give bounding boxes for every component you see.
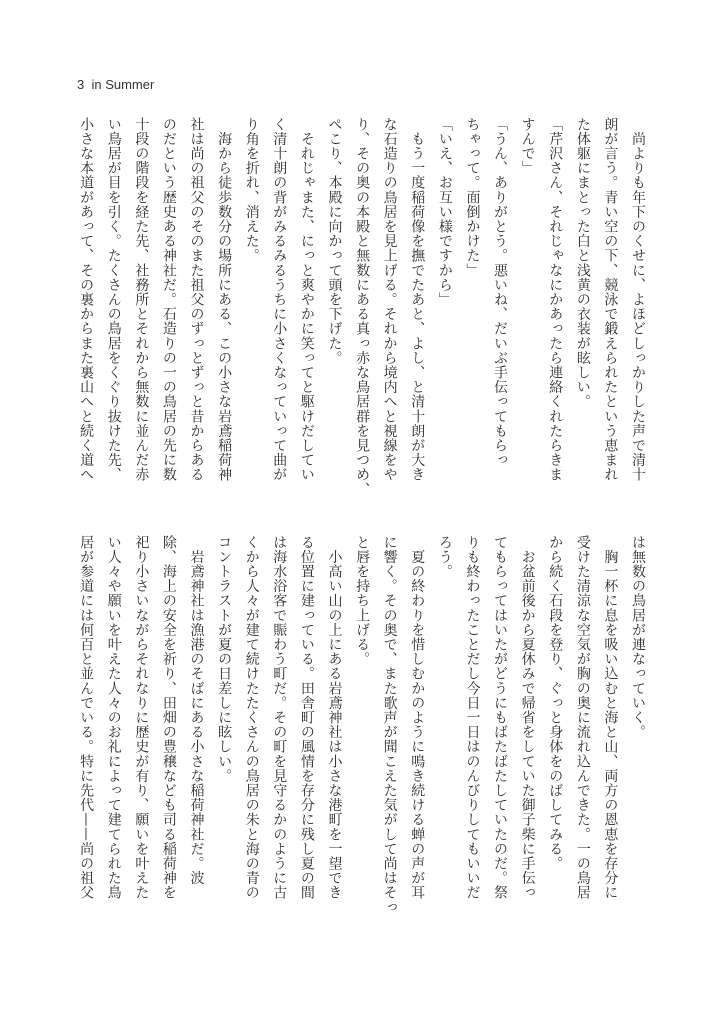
text-column: てもらってはいたがどうにもばたばたしていたのだ。祭 <box>492 535 509 900</box>
text-column: 祀り小さいながらそれなりに歴史が有り、願いを叶えた <box>133 535 150 900</box>
text-column: のだという歴史ある神社だ。石造りの一の鳥居の先に数 <box>160 117 177 482</box>
text-column: 「いえ、お互い様ですから」 <box>436 117 453 307</box>
chapter-title: in Summer <box>91 77 155 92</box>
lower-text-block <box>72 535 651 925</box>
text-column: もう一度稲荷像を撫でたあと、よし、と清十朗が大き <box>409 117 426 482</box>
text-column: る位置に建っている。田舎町の風情を存分に残し夏の間 <box>298 535 315 900</box>
text-column: 朗が言う。青い空の下、競泳で鍛えられたという恵まれ <box>602 117 619 482</box>
text-column: ちゃって。面倒かけた」 <box>464 117 481 278</box>
text-column: い人々や願いを叶えた人々のお礼によって建てられた鳥 <box>105 535 122 900</box>
upper-text-block <box>72 117 651 507</box>
text-column: ろう。 <box>436 535 453 579</box>
text-column: な石造りの鳥居を見上げる。それから境内へと視線をや <box>381 117 398 482</box>
text-column: 小さな本道があって、その裏からまた裏山へと続く道へ <box>78 117 95 482</box>
text-column: 受けた清涼な空気が胸の奥に流れ込んできた。一の鳥居 <box>574 535 591 900</box>
text-column: は無数の鳥居が連なっていく。 <box>630 535 646 740</box>
text-column: 十段の階段を経た先、社務所とそれから無数に並んだ赤 <box>133 117 150 482</box>
text-column: 居が参道には何百と並んでいる。特に先代——尚の祖父 <box>78 535 95 900</box>
text-column: 除、海上の安全を祈り、田畑の豊穣なども司る稲荷神を <box>160 535 177 900</box>
text-column: た体躯にまとった白と浅黄の衣装が眩しい。 <box>574 117 591 409</box>
text-column: く清十朗の背がみるみるうちに小さくなっていって曲が <box>271 117 288 482</box>
text-column: は海水浴客で賑わう町だ。その町を見守るかのように古 <box>271 535 288 900</box>
text-column: り角を折れ、消えた。 <box>243 117 260 263</box>
text-column: から続く石段を登り、ぐっと身体をのばしてみる。 <box>547 535 564 871</box>
text-column: 社は尚の祖父のそのまた祖父のずっとずっと昔からある <box>188 117 205 482</box>
text-column: それじゃまた、にっと爽やかに笑ってと駆けだしてい <box>298 117 315 482</box>
text-column: ぺこり、本殿に向かって頭を下げた。 <box>326 117 343 366</box>
text-column: に響く。その奥で、また歌声が聞こえた気がして尚はそっ <box>381 535 398 915</box>
page-number: 3 <box>77 77 85 92</box>
text-column: 小高い山の上にある岩鳶神社は小さな港町を一望でき <box>326 535 343 900</box>
text-column: と唇を持ち上げる。 <box>354 535 371 667</box>
text-column: 尚よりも年下のくせに、よほどしっかりした声で清十 <box>630 117 646 482</box>
text-column: 夏の終わりを惜しむかのように鳴き続ける蝉の声が耳 <box>409 535 426 900</box>
text-column: 胸一杯に息を吸い込むと海と山、両方の恩恵を存分に <box>602 535 619 900</box>
text-column: り、その奥の本殿と無数にある真っ赤な鳥居群を見つめ、 <box>354 117 371 497</box>
text-column: 「うん、ありがとう。悪いね、だいぶ手伝ってもらっ <box>492 117 509 468</box>
text-column: くから人々が建て続けたたくさんの鳥居の朱と海の青の <box>243 535 260 900</box>
text-column: 岩鳶神社は漁港のそばにある小さな稲荷神社だ。波 <box>188 535 205 886</box>
text-column: りも終わったことだし今日一日はのんびりしてもいいだ <box>464 535 481 900</box>
text-column: い鳥居が目を引く。たくさんの鳥居をくぐり抜けた先、 <box>105 117 122 482</box>
text-column: お盆前後から夏休みで帰省をしていた御子柴に手伝っ <box>519 535 536 900</box>
text-column: コントラストが夏の日差しに眩しい。 <box>216 535 233 784</box>
page-header <box>77 77 154 92</box>
text-column: 「芹沢さん、それじゃなにかあったら連絡くれたらきま <box>547 117 564 482</box>
text-column: 海から徒歩数分の場所にある、この小さな岩鳶稲荷神 <box>216 117 233 482</box>
text-column: すんで」 <box>519 117 536 176</box>
